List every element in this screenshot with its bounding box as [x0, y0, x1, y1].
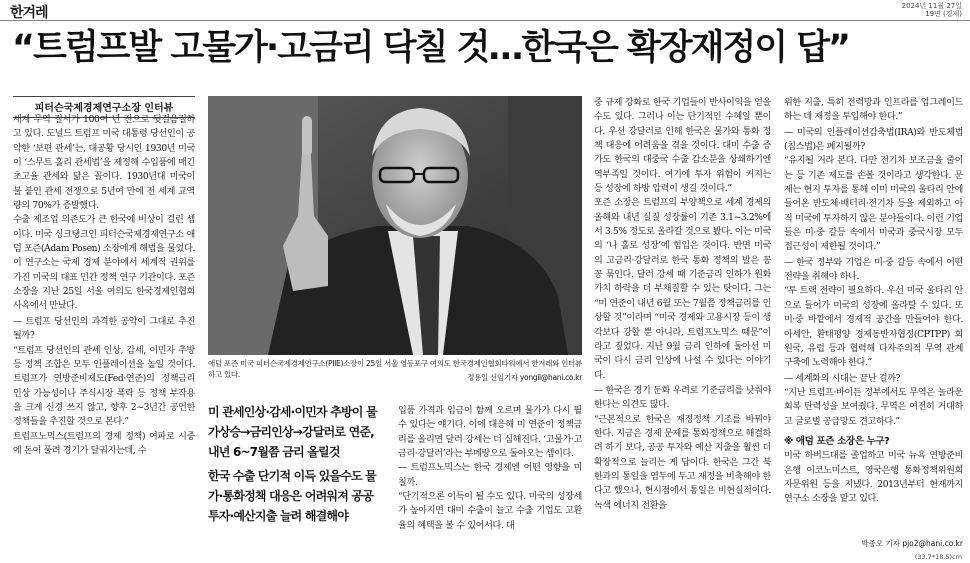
paragraph: 포즌 소장은 트럼프의 부양책으로 세계 경제의 올해와 내년 실질 성장률이 기존 3.1~3.2%에서 3.5% 정도로 올라갈 것으로 봤다. 이는 미국의 ‘나 홀로 성장’에 힘입은 것이다. 반면 미국의 고금리·강달러로 한국 통화 정책의 발은 꽁꽁 묶인다. 달러 강세 때 기준금리 인하가 원화가치 하락을 더 부채질할 수 있는 탓이다. 그는 “미 연준이 내년 6월 또는 7월쯤 정책금리를 인상할 것”이라며 “미국 경제와 고용시장 등이 생각보다 강할 뿐 아니라, 트럼프노믹스 때문”이라고 짚었다. 지난 9월 금리 인하에 돌아선 미국이 다시 금리 인상에 나설 수 있다는 이야기다.: [594, 198, 771, 381]
interview-question: — 미국의 인플레이션감축법(IRA)와 반도체법(칩스법)은 폐지될까?: [784, 127, 963, 153]
article-column-1: [13, 113, 195, 547]
paragraph: 중 규제 강화로 한국 기업들이 반사이익을 얻을 수도 있다. 그러나 이는 단기적인 수혜일 뿐이다. 우선 강달러로 인해 한국은 물가와 통화 정책 대응에 어려움을 겪을 것이다. 대미 수출 증가도 한국의 대중국 수출 감소분을 상쇄하기엔 역부족일 것이다. 여기에 투자 위험이 커지는 등 성장에 하방 압력이 생길 것이다.”: [594, 98, 771, 195]
photo-credit: 정용일 선임기자 yongil@hani.co.kr: [467, 373, 582, 382]
headline: “트럼프발 고물가·고금리 닥칠 것…한국은 확장재정이 답”: [12, 28, 850, 68]
paragraph: 입품 가격과 임금이 함께 오르며 물가가 다시 뛸 수 있다는 얘기다. 이에 대응해 미 연준이 정책금리를 올리면 달러 강세는 더 심해진다. ‘고물가·고금리·강달러’라는 부메랑으로 돌아오는 셈이다.: [398, 406, 582, 460]
article-column-2: [398, 404, 582, 554]
byline: 박종오 기자 pjo2@hani.co.kr: [861, 539, 963, 548]
article-column-4: [784, 96, 963, 541]
profile-box-title: ※ 애덤 포즌 소장은 누구?: [784, 435, 890, 447]
paragraph: “트럼프 당선인의 관세 인상, 감세, 이민자 추방 등 정책 조합은 모두 인플레이션을 높일 것이다. 트럼프가 연방준비제도(Fed·연준)의 정책금리 인상 가능성이나 주식시장 폭락 등 정책 부작용을 크게 신경 쓰지 않고, 향후 2~3년간 공언한 정책들을 추진할 것으로 본다.”: [13, 345, 195, 428]
pull-quote-2: 한국 수출 단기적 이득 있을수도 물가·통화정책 대응은 어려워져 공공투자·예산지출 늘려 해결해야: [208, 469, 376, 523]
photo-caption: 애덤 포즌 미국 피터슨국제경제연구소(PIIE)소장이 25일 서울 영등포구 여의도 한국경제인협회타워에서 한겨레와 인터뷰하고 있다.: [208, 359, 582, 379]
pull-quote: [208, 402, 383, 530]
subhead: 피터슨국제경제연구소장 인터뷰: [13, 96, 195, 118]
profile-box-text: 미국 하버드대를 졸업하고 미국 뉴욕 연방준비은행 이코노미스트, 영국은행 통화정책위원회 자문위원 등을 지냈다. 2013년부터 현재까지 연구소 소장을 맡고 있다.: [784, 451, 963, 505]
interview-question: — 세계화의 시대는 끝난 걸까?: [784, 373, 901, 384]
paragraph: 세계 무역 질서가 100여 년 전으로 뒷걸음질하고 있다. 도널드 트럼프 미국 대통령 당선인이 공약한 ‘보편 관세’는, 대공황 당시인 1930년 미국이 ‘스무트 홀리 관세법’을 제정해 수입품에 매긴 초고율 관세와 닮은 꼴이다. 1930년대 미국이 불 붙인 관세 전쟁으로 5년여 만에 전 세계 교역량의 70%가 증발했다.: [13, 115, 195, 212]
paragraph: “지난 트럼프·바이든 정부에서도 무역은 놀라운 회복 탄력성을 보여줬다. 무역은 여전히 거대하고 글로벌 공급망도 견고하다.”: [784, 387, 963, 427]
article-size-note: (33.7*18.5)cm: [914, 553, 962, 561]
paragraph: 위한 지출, 특히 전력망과 인프라를 업그레이드하는 데 재정을 투입해야 한다.”: [784, 98, 963, 123]
page-section: 19면 (경제): [925, 10, 962, 18]
top-rule: [0, 20, 970, 21]
interview-question: — 한국은 경기 둔화 우려로 기준금리를 낮춰야 한다는 의견도 많다.: [594, 385, 771, 411]
pull-quote-1: 미 관세인상·감세·이민자 추방이 물가상승→금리인상→강달러로 연준, 내년 6~7월쯤 금리 올릴것: [208, 405, 377, 459]
paragraph: “유지될 거라 본다. 다만 전기차 보조금을 줄이는 등 기존 제도를 손볼 것이라고 생각한다. 문제는 현지 투자를 통해 이미 미국의 울타리 안에 들어온 반도체·배터리·전기차 등을 제외하고 아직 미국에 투자하지 않은 분야들이다. 이런 기업들은 미·중 갈등 속에서 미국과 중국시장 모두 접근성이 제한될 것이다.”: [784, 156, 963, 253]
paragraph: “근본적으로 한국은 재정정책 기조를 바꿔야 한다. 지금은 경제 문제를 통화정책으로 해결하려 하기 보다, 공공 투자와 예산 지출을 훨씬 더 확장적으로 늘리는 게 답이다. 한국은 그간 북한과의 통일을 염두에 두고 재정을 비축해야 한다고 했으나, 현시점에서 통일은 비현실적이다. 녹색 에너지 전환을: [594, 414, 771, 511]
paragraph: “투 트랙 전략이 필요하다. 우선 미국 울타리 안으로 들어가 미국의 성장에 올라탈 수 있다. 또 미·중 바깥에서 경제적 공간을 만들어야 한다. 아세안, 환태평양 경제동반자협정(CPTPP) 회원국, 유럽 등과 협력해 다자주의적 무역 관계 구축에 노력해야 한다.”: [784, 286, 963, 369]
paragraph: “단기적으론 이득이 될 수도 있다. 미국의 성장세가 높아지면 대미 수출이 늘고 수출 기업도 고환율의 혜택을 볼 수 있어서다. 대: [398, 492, 582, 531]
publication-date: 2024년 11월 27일: [901, 2, 962, 10]
article-column-3: [594, 96, 771, 561]
portrait-photo: [208, 96, 582, 355]
newspaper-masthead: 한겨레: [10, 5, 48, 21]
paragraph: 수출 제조업 의존도가 큰 한국에 비상이 걸린 셈이다. 미국 싱크탱크인 피터슨국제경제연구소 애덤 포즌(Adam Posen) 소장에게 해법을 물었다. 이 연구소는 국제 경제 분야에서 세계적 권위를 가진 미국의 대표 민간 정책 연구 기관이다. 포즌 소장을 지난 25일 서울 여의도 한국경제인협회 사옥에서 만났다.: [13, 215, 195, 312]
interview-question: — 트럼프 당선인의 과격한 공약이 그대로 추진될까?: [13, 316, 195, 342]
interview-question: — 한국 정부와 기업은 미·중 갈등 속에서 어떤 전략을 취해야 하나.: [784, 257, 963, 283]
paragraph: 트럼프노믹스(트럼프의 경제 정책) 여파로 시중에 돈이 풀려 경기가 달궈지는데, 수: [13, 431, 195, 456]
interview-question: — 트럼프노믹스는 한국 경제엔 어떤 영향을 미칠까.: [398, 463, 582, 488]
